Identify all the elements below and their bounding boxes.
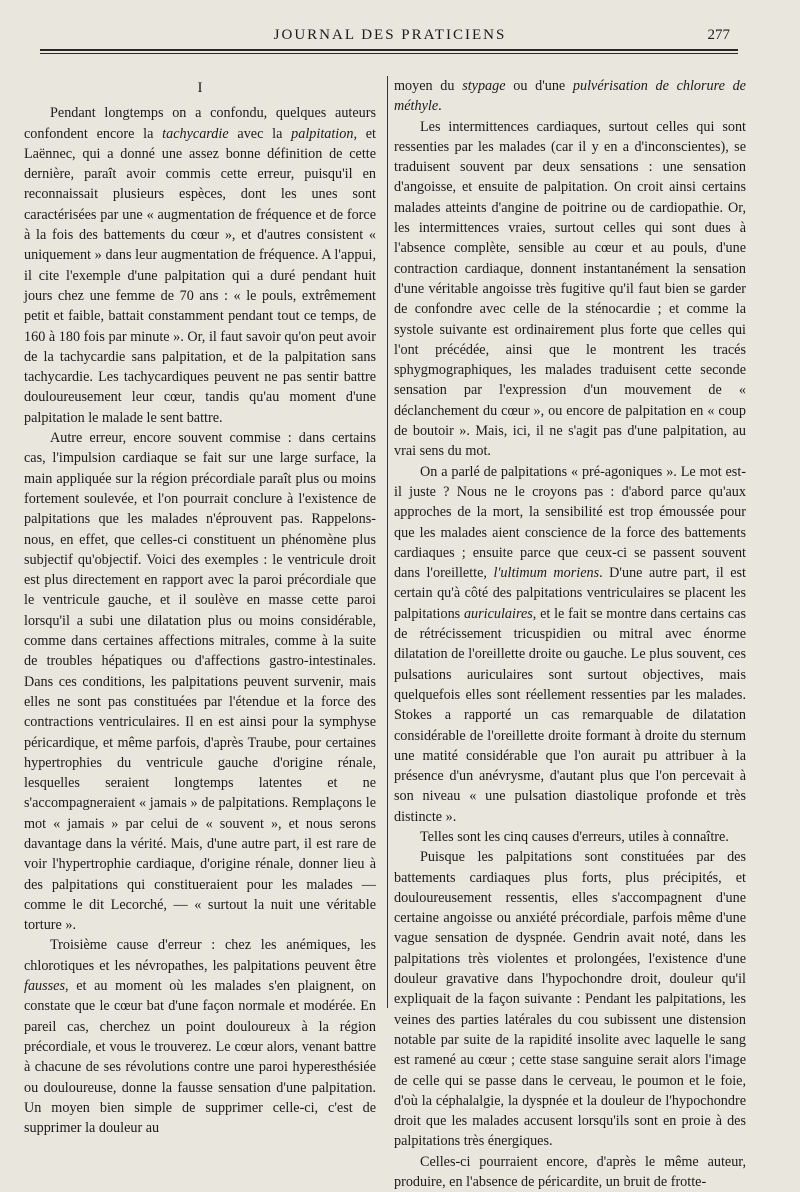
italic-term: palpitation bbox=[291, 125, 354, 142]
paragraph: Troisième cause d'erreur : chez les anémiques, les chlorotiques et les névropathes, les palpitations peuvent être fausses, et au moment où les malades s'en plaignent, on constate que le cœur bat d'une façon normale et modérée. En pareil cas, cherchez un point douloureux à la région précordiale, et vous le trouverez. Le cœur alors, venant battre à chacune de ses révolutions contre une paroi hyperesthésiée ou douloureuse, donne la fausse sensation d'une palpitation. Un moyen bien simple de supprimer celle-ci, c'est de supprimer la douleur au bbox=[24, 937, 376, 1137]
italic-term: l'ultimum moriens bbox=[493, 565, 600, 582]
page-number: 277 bbox=[707, 27, 730, 43]
left-column bbox=[24, 76, 376, 1138]
italic-term: tachycardie bbox=[162, 125, 229, 142]
paragraph-continuation: moyen du stypage ou d'une pulvérisation de chlorure de méthyle. bbox=[394, 78, 746, 115]
paragraph: Pendant longtemps on a confondu, quelques auteurs confondent encore la tachycardie avec la palpitation, et Laënnec, qui a donné une assez bonne définition de cette dernière, paraît avoir commis cette erreur, puisqu'il en reconnaissait plusieurs espèces, dont les unes sont caractérisées par une « augmentation de fréquence et de force à la fois des battements du cœur », et d'autres consistent « uniquement » dans leur augmentation de fréquence. A l'appui, il cite l'exemple d'une palpitation qui a duré pendant huit jours chez une femme de 70 ans : « le pouls, extrêmement petit et faible, battait constamment pendant tout ce temps, de 160 à 180 fois par minute ». Or, il faut savoir qu'on peut avoir de la tachycardie sans palpitation, et de la palpitation sans tachycardie. Les tachycardiques peuvent ne pas sentir battre douloureusement leur cœur, tandis qu'au moment d'une palpitation le malade le sent battre. bbox=[24, 105, 376, 426]
paragraph: Les intermittences cardiaques, surtout celles qui sont ressenties par les malades (car il y en a d'inconscientes), se traduisent souvent par deux sensations : une sensation d'angoisse, et ensuite de palpitation. On croit ainsi certains malades atteints d'angine de poitrine ou de cardiopathie. Or, les intermittences vraies, surtout celles qui sont dues à l'absence complète, sensible au cœur et au pouls, d'une contraction cardiaque, donnent instantanément la sensation d'une véritable angoisse très fugitive qu'il faut bien se garder de confondre avec celle de la sténocardie ; et comme la systole suivante est ordinairement plus forte que celles qui l'ont précédée, ainsi que le montrent les tracés sphygmographiques, les malades traduisent cette seconde sensation par l'expression d'un mouvement de « déclanchement du cœur », ou encore de palpitation en « coup de boutoir ». Mais, ici, il ne s'agit pas d'une palpitation, au vrai sens du mot. bbox=[394, 118, 746, 460]
italic-term: stypage bbox=[462, 78, 506, 94]
paragraph: Telles sont les cinq causes d'erreurs, utiles à connaître. bbox=[420, 828, 729, 845]
right-column bbox=[394, 76, 746, 1192]
paragraph: On a parlé de palpitations « pré-agoniques ». Le mot est-il juste ? Nous ne le croyons pas : d'abord parce qu'aux approches de la mort, la sensibilité est trop émoussée pour que les malades aient conscience de la force des battements cardiaques ; ensuite parce que ceux-ci se passent souvent dans l'oreillette, l'ultimum moriens. D'une autre part, il est certain qu'à côté des palpitations ventriculaires se placent les palpitations auriculaires, et le fait se montre dans certains cas de rétrécissement tricuspidien ou mitral avec énorme dilatation de l'oreillette droite ou gauche. Le plus souvent, ces pulsations auriculaires sont surtout objectives, mais quelquefois elles sont réellement ressenties par les malades. Stokes a rapporté un cas remarquable de dilatation considérable de l'oreillette droite formant à droite du sternum une matité considérable que l'on aurait pu attribuer à la présence d'un anévrysme, d'autant plus que l'on percevait à son niveau « une pulsation diastolique profonde et très distincte ». bbox=[394, 463, 746, 825]
paragraph: Celles-ci pourraient encore, d'après le même auteur, produire, en l'absence de péricardite, un bruit de frotte- bbox=[394, 1153, 746, 1191]
section-numeral: I bbox=[197, 80, 203, 96]
header-rule-thin bbox=[40, 53, 738, 54]
paragraph: Autre erreur, encore souvent commise : dans certains cas, l'impulsion cardiaque se fait sur une large surface, la main appliquée sur la région précordiale paraît plus ou moins fortement soulevée, et l'on pourrait conclure à l'existence de palpitations que les malades n'éprouvent pas. Rappelons-nous, en effet, que celles-ci constituent un phénomène plus subjectif qu'objectif. Voici des exemples : le ventricule droit est plus directement en rapport avec la paroi précordiale que le ventricule gauche, et il soulève en masse cette paroi lorsqu'il a subi une dilatation plus ou moins considérable, comme dans certaines affections mitrales, comme à la suite de troubles hépatiques ou d'affections gastro-intestinales. Dans ces conditions, les palpitations peuvent survenir, mais elles ne sont pas constituées par l'étendue et la force des contractions ventriculaires. Il en est ainsi pour la symphyse péricardique, et même parfois, d'après Traube, pour certaines hypertrophies du ventricule gauche d'origine rénale, lesquelles seraient longtemps latentes et ne s'accompagneraient « jamais » de palpitations. Remplaçons le mot « jamais » par celui de « souvent », et nous serons davantage dans la vérité. Mais, d'une autre part, il est rare de voir l'hypertrophie cardiaque, d'origine rénale, donner lieu à des palpitations qui constitueraient pour les malades — comme le dit Lecorché, — « surtout la nuit une véritable torture ». bbox=[24, 430, 376, 934]
column-divider bbox=[387, 76, 388, 1008]
italic-term: pulvérisation de chlorure de méthyle bbox=[394, 78, 746, 115]
header-rule-thick bbox=[40, 49, 738, 51]
italic-term: auriculaires bbox=[463, 605, 533, 622]
running-header bbox=[40, 27, 740, 47]
paragraph: Puisque les palpitations sont constituées par des battements cardiaques plus forts, plus précipités, et douloureusement ressentis, elles s'accompagnent d'une certaine angoisse ou anxiété précordiale, parfois même d'une vague sensation de dyspnée. Gendrin avait noté, dans les palpitations très violentes et prolongées, l'existence d'une douleur gravative dans l'hypochondre droit, douleur qu'il expliquait de la façon suivante : Pendant les palpitations, les veines des parties latérales du cou subissent une distension notable par suite de la rapidité insolite avec laquelle le sang est ramené au cœur ; cette stase sanguine serait alors l'image de celle qui se passe dans le cerveau, le poumon et le foie, d'où la céphalalgie, la dyspnée et la douleur de l'hypochondre droit que les malades accusent lorsqu'ils sont en proie à des palpitations très énergiques. bbox=[394, 849, 746, 1150]
journal-title: JOURNAL DES PRATICIENS bbox=[273, 27, 507, 43]
italic-term: fausses bbox=[24, 978, 65, 995]
